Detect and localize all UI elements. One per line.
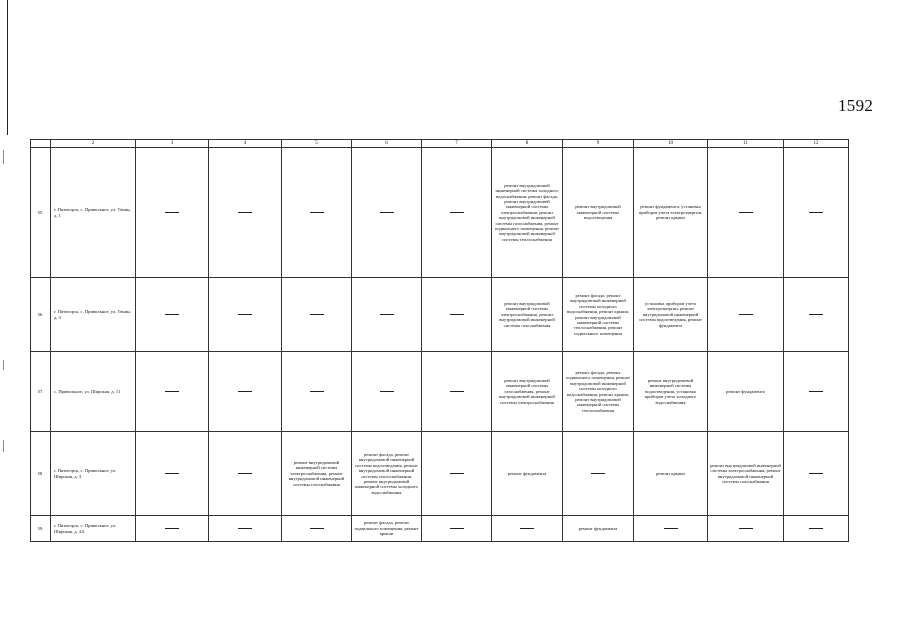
empty-cell <box>282 148 352 278</box>
work-type-cell: ремонт внутридомовой инженерной системы водоотведения <box>563 148 634 278</box>
column-number-11: 11 <box>708 140 784 148</box>
dash-mark <box>809 314 823 315</box>
empty-cell <box>136 352 209 432</box>
empty-cell <box>422 432 492 516</box>
work-type-cell: ремонт фасада, ремонт внутридомовой инженерной системы холодного водоснабжения, ремонт крыши, ремонт внутридомовой инженерной системы теплоснабжения, ремонт подвального помещения <box>563 278 634 352</box>
dash-mark <box>450 212 464 213</box>
dash-mark <box>450 473 464 474</box>
column-number-2: 2 <box>51 140 136 148</box>
empty-cell <box>422 352 492 432</box>
column-number-9: 9 <box>563 140 634 148</box>
dash-mark <box>310 314 324 315</box>
dash-mark <box>380 314 394 315</box>
work-type-cell: ремонт фасада, ремонт подвального помещения, ремонт внутридомовой инженерной системы холодного водоснабжения, ремонт крыши, ремонт внутридомовой инженерной системы теплоснабжения <box>563 352 634 432</box>
dash-mark <box>380 212 394 213</box>
dash-mark <box>809 391 823 392</box>
scan-margin-mark <box>3 150 4 164</box>
dash-mark <box>165 473 179 474</box>
work-type-cell: ремонт фундамента <box>492 432 563 516</box>
dash-mark <box>310 391 324 392</box>
dash-mark <box>450 314 464 315</box>
empty-cell <box>422 516 492 542</box>
dash-mark <box>809 528 823 529</box>
column-number-row <box>31 140 849 148</box>
dash-mark <box>380 391 394 392</box>
row-number: 55. <box>31 148 51 278</box>
dash-mark <box>520 528 534 529</box>
column-number-7: 7 <box>422 140 492 148</box>
empty-cell <box>282 516 352 542</box>
dash-mark <box>664 528 678 529</box>
empty-cell <box>352 278 422 352</box>
work-type-cell: ремонт фасада, ремонт внутридомовой инженерной системы водоотведения, ремонт внутридомовой инженерной системы теплоснабжения, ремонт внутридомовой инженерной системы холодного водоснабжения <box>352 432 422 516</box>
empty-cell <box>209 432 282 516</box>
table-row <box>31 432 849 516</box>
empty-cell <box>352 148 422 278</box>
page-number: 1592 <box>838 96 874 115</box>
address-cell: г. Пятигорск, с. Привольное, ул. Широкая, д. 4А <box>51 516 136 542</box>
column-number-4: 4 <box>209 140 282 148</box>
dash-mark <box>238 212 252 213</box>
empty-cell <box>136 278 209 352</box>
empty-cell <box>352 352 422 432</box>
empty-cell <box>282 278 352 352</box>
column-number-8: 8 <box>492 140 563 148</box>
column-number-5: 5 <box>282 140 352 148</box>
dash-mark <box>310 528 324 529</box>
row-number: 59. <box>31 516 51 542</box>
empty-cell <box>784 148 849 278</box>
empty-cell <box>136 516 209 542</box>
address-cell: г. Пятигорск, с. Привольное, ул. Тенин, д. 1 <box>51 148 136 278</box>
column-number-6: 6 <box>352 140 422 148</box>
table-row <box>31 352 849 432</box>
column-number-10: 10 <box>634 140 708 148</box>
empty-cell <box>492 516 563 542</box>
empty-cell <box>708 516 784 542</box>
dash-mark <box>450 528 464 529</box>
work-type-cell: ремонт внутридомовой инженерной системы электроснабжения, ремонт внутридомовой инженерной системы газоснабжения <box>492 278 563 352</box>
column-number-12: 12 <box>784 140 849 148</box>
work-type-cell: ремонт фундамента, установка приборов учета электроэнергии, ремонт крыши <box>634 148 708 278</box>
column-number-3: 3 <box>136 140 209 148</box>
table-row <box>31 148 849 278</box>
work-type-cell: ремонт фасада, ремонт подвального помещения, ремонт крыши <box>352 516 422 542</box>
empty-cell <box>563 432 634 516</box>
column-number-1 <box>31 140 51 148</box>
dash-mark <box>238 314 252 315</box>
empty-cell <box>209 516 282 542</box>
empty-cell <box>634 516 708 542</box>
dash-mark <box>238 391 252 392</box>
empty-cell <box>708 278 784 352</box>
dash-mark <box>591 473 605 474</box>
address-cell: г. Пятигорск, с. Привольное, ул. Тенин, д. 3 <box>51 278 136 352</box>
dash-mark <box>310 212 324 213</box>
empty-cell <box>136 148 209 278</box>
empty-cell <box>282 352 352 432</box>
work-type-cell: ремонт внутридомовой инженерной системы водоотведения, установка приборов учета холодного водоснабжения <box>634 352 708 432</box>
dash-mark <box>739 314 753 315</box>
work-type-cell: ремонт внутридомовой инженерной системы газоснабжения, ремонт внутридомовой инженерной системы электроснабжения <box>492 352 563 432</box>
dash-mark <box>165 212 179 213</box>
empty-cell <box>422 148 492 278</box>
empty-cell <box>209 278 282 352</box>
dash-mark <box>739 212 753 213</box>
scan-margin-line <box>7 0 8 135</box>
work-type-cell: ремонт внутридомовой инженерной системы электроснабжения, ремонт внутридомовой инженерной системы газоснабжения <box>708 432 784 516</box>
dash-mark <box>450 391 464 392</box>
dash-mark <box>809 212 823 213</box>
table-row <box>31 516 849 542</box>
scan-margin-mark <box>3 440 4 452</box>
row-number: 57. <box>31 352 51 432</box>
row-number: 58. <box>31 432 51 516</box>
address-cell: с. Привольное, ул. Широкая, д. 11 <box>51 352 136 432</box>
dash-mark <box>739 528 753 529</box>
empty-cell <box>708 148 784 278</box>
dash-mark <box>165 528 179 529</box>
empty-cell <box>422 278 492 352</box>
empty-cell <box>209 352 282 432</box>
work-type-cell: ремонт внутридомовой инженерной системы электроснабжения, ремонт внутридомовой инженерной системы газоснабжения <box>282 432 352 516</box>
work-type-cell: ремонт крыши <box>634 432 708 516</box>
dash-mark <box>809 473 823 474</box>
work-type-cell: ремонт фундамента <box>708 352 784 432</box>
dash-mark <box>165 391 179 392</box>
empty-cell <box>784 432 849 516</box>
dash-mark <box>238 473 252 474</box>
address-cell: г. Пятигорск, с. Привольное, ул. Широкая, д. 3 <box>51 432 136 516</box>
work-type-cell: ремонт внутридомовой инженерной системы холодного водоснабжения, ремонт фасада, ремонт внутридомовой инженерной системы электроснабжения, ремонт внутридомовой инженерной системы газоснабжения, ремонт подвального помещения, ремонт внутридомовой инженерной системы теплоснабжения <box>492 148 563 278</box>
row-number: 56. <box>31 278 51 352</box>
empty-cell <box>209 148 282 278</box>
work-type-cell: ремонт фундамента <box>563 516 634 542</box>
empty-cell <box>784 278 849 352</box>
empty-cell <box>784 516 849 542</box>
table-row <box>31 278 849 352</box>
repair-schedule-table <box>30 139 849 542</box>
dash-mark <box>165 314 179 315</box>
work-type-cell: установка приборов учета электроэнергии, ремонт внутридомовой инженерной системы водоотведения, ремонт фундамента <box>634 278 708 352</box>
empty-cell <box>784 352 849 432</box>
scan-margin-mark <box>3 360 4 370</box>
dash-mark <box>238 528 252 529</box>
empty-cell <box>136 432 209 516</box>
